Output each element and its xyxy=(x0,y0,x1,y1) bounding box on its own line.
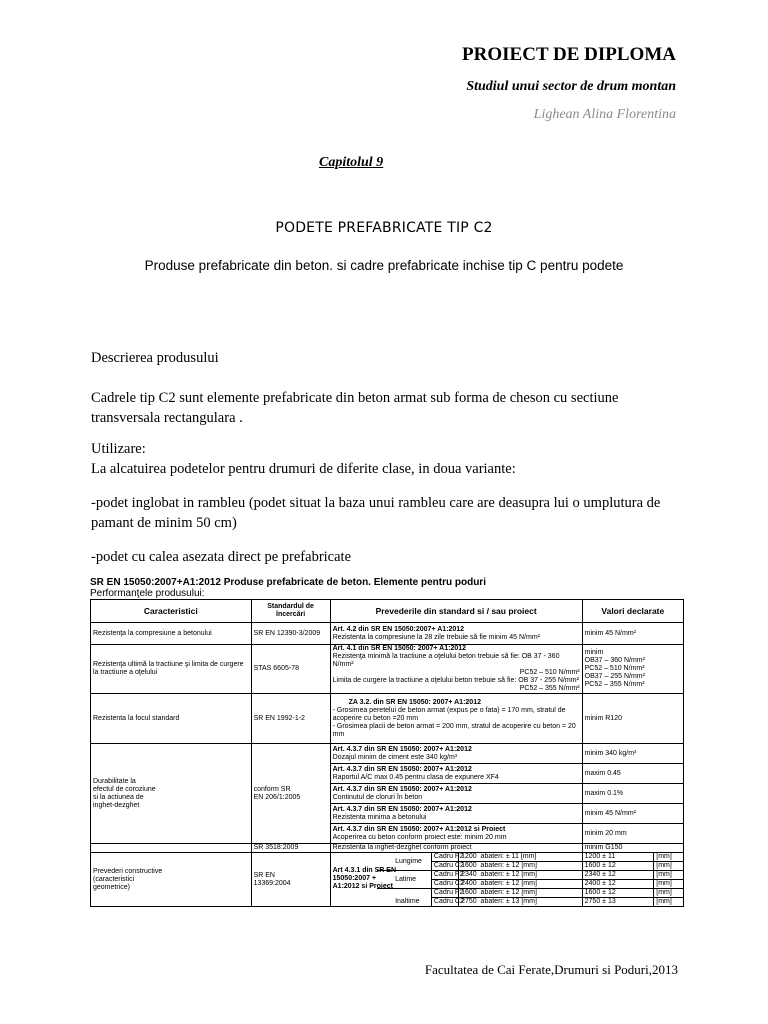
provision-article: ZA 3.2. din SR EN 15050: 2007+ A1:2012 xyxy=(348,698,481,706)
dimension-label: Lungime xyxy=(377,853,431,871)
header-test-standard: Standardul de încercări xyxy=(251,600,330,623)
value-text: OB37 – 360 N/mm² xyxy=(584,657,645,664)
usage-text: La alcatuirea podetelor pentru drumuri de diferite clase, in doua variante: xyxy=(91,461,516,477)
dimension-unit: [mm] xyxy=(654,853,684,862)
provision-text: PC52 – 510 N/mm² xyxy=(519,669,580,676)
row-value: maxim 0.45 xyxy=(582,764,683,784)
dimension-unit: [mm] xyxy=(654,898,684,907)
provision-text: Rezistenta la compresiune la 28 zile trebuie să fie minim 45 N/mm² xyxy=(332,633,540,641)
geometry-article: Art 4.3.1 din SR EN 15050:2007 + A1:2012 si Proiect xyxy=(330,853,377,907)
dimension-tolerance: 2400 abateri: ± 12 [mm] xyxy=(459,880,583,889)
frame-type: Cadru C2 xyxy=(431,880,458,889)
row-provision: Art. 4.3.7 din SR EN 15050: 2007+ A1:2012 Raportul A/C max 0.45 pentru clasa de expunere XF4 xyxy=(330,764,582,784)
row-standard: SR 3518:2009 xyxy=(251,844,330,853)
document-subtitle: Studiul unui sector de drum montan xyxy=(466,79,676,94)
dimension-unit: [mm] xyxy=(654,862,684,871)
variant-direct: -podet cu calea asezata direct pe prefabricate xyxy=(91,549,352,565)
row-value: minim 20 mm xyxy=(582,824,683,844)
table-row xyxy=(91,645,684,694)
header-declared-values: Valori declarate xyxy=(582,600,683,623)
dimension-tolerance: 1600 abateri: ± 12 [mm] xyxy=(459,862,583,871)
provision-text: PC52 – 355 N/mm² xyxy=(519,685,580,692)
dimension-unit: [mm] xyxy=(654,880,684,889)
row-characteristic: Prevederi constructive (caracteristici geometrice) xyxy=(91,853,252,907)
row-characteristic: Rezistenta la focul standard xyxy=(91,694,252,744)
table-row xyxy=(91,694,684,744)
table-row xyxy=(91,623,684,645)
usage-title: Utilizare: xyxy=(91,441,146,457)
declared-dimension: 1600 ± 12 xyxy=(582,889,654,898)
table-caption-secondary: Performanţele produsului: xyxy=(90,588,205,599)
dimension-label: Latime xyxy=(377,871,431,889)
row-standard: SR EN 1992-1-2 xyxy=(251,694,330,744)
row-characteristic: Durabilitate la efectul de coroziune si la actiunea de inghet-dezghet xyxy=(91,744,252,844)
row-value: minim R120 xyxy=(582,694,683,744)
table-header-row xyxy=(91,600,684,623)
row-provision: Art. 4.3.7 din SR EN 15050: 2007+ A1:2012 Dozajul minim de ciment este 340 kg/m³ xyxy=(330,744,582,764)
declared-dimension: 2340 ± 12 xyxy=(582,871,654,880)
provision-article: Art. 4.1 din SR EN 15050: 2007+ A1:2012 xyxy=(332,645,467,652)
value-text: minim xyxy=(584,649,604,656)
dimension-tolerance: 1200 abateri: ± 11 [mm] xyxy=(459,853,583,862)
row-characteristic xyxy=(91,844,252,853)
frame-type: Cadru P2 xyxy=(431,889,458,898)
description-title: Descrierea produsului xyxy=(91,350,219,366)
dimension-tolerance: 2750 abateri: ± 13 [mm] xyxy=(459,898,583,907)
section-subheading: Produse prefabricate din beton. si cadre prefabricate inchise tip C pentru podete xyxy=(144,258,624,273)
header-provisions: Prevederile din standard si / sau proiect xyxy=(330,600,582,623)
row-value: maxim 0.1% xyxy=(582,784,683,804)
provision-text: - Grosimea peretelui de beton armat (expus pe o fata) = 170 mm, stratul de acoperire cu beton =20 mm xyxy=(332,706,566,722)
value-text: OB37 – 255 N/mm² xyxy=(584,673,645,680)
row-value xyxy=(582,645,683,694)
row-value: minim 340 kg/m³ xyxy=(582,744,683,764)
declared-dimension: 2400 ± 12 xyxy=(582,880,654,889)
document-title: PROIECT DE DIPLOMA xyxy=(462,44,676,65)
frame-type: Cadru C2 xyxy=(431,862,458,871)
chapter-label: Capitolul 9 xyxy=(319,155,384,170)
section-heading: PODETE PREFABRICATE TIP C2 xyxy=(275,220,493,236)
dimension-tolerance: 2340 abateri: ± 12 [mm] xyxy=(459,871,583,880)
row-provision: Art. 4.3.7 din SR EN 15050: 2007+ A1:2012 si Proiect Acoperirea cu beton conform proiect este: minim 20 mm xyxy=(330,824,582,844)
header-characteristics: Caracteristici xyxy=(91,600,252,623)
frame-type: Cadru P2 xyxy=(431,853,458,862)
declared-dimension: 2750 ± 13 xyxy=(582,898,654,907)
dimension-unit: [mm] xyxy=(654,871,684,880)
row-characteristic: Rezistenţa la compresiune a betonului xyxy=(91,623,252,645)
dimension-unit: [mm] xyxy=(654,889,684,898)
geometry-row xyxy=(91,853,684,862)
row-provision xyxy=(330,694,582,744)
row-value: minim 45 N/mm² xyxy=(582,804,683,824)
frame-type: Cadru P2 xyxy=(431,871,458,880)
row-standard: SR EN 12390-3/2009 xyxy=(251,623,330,645)
row-provision: Art. 4.3.7 din SR EN 15050: 2007+ A1:2012 Continutul de cloruri în beton xyxy=(330,784,582,804)
provision-article: Art. 4.2 din SR EN 15050:2007+ A1:2012 xyxy=(332,625,465,633)
performance-table xyxy=(90,599,684,907)
dimension-tolerance: 1600 abateri: ± 12 [mm] xyxy=(459,889,583,898)
row-provision: Rezistenta la inghet-dezghet conform proiect xyxy=(330,844,582,853)
author-name: Lighean Alina Florentina xyxy=(533,107,676,122)
row-provision: Art. 4.3.7 din SR EN 15050: 2007+ A1:2012 Rezistenta minima a betonului xyxy=(330,804,582,824)
table-row xyxy=(91,744,684,764)
row-standard: conform SR EN 206/1:2005 xyxy=(251,744,330,844)
provision-text: - Grosimea placii de beton armat = 200 mm, stratul de acoperire cu beton = 20 mm xyxy=(332,722,576,738)
row-provision xyxy=(330,645,582,694)
provision-text: Limita de curgere la tractiune a oţelului beton trebuie să fie: OB 37 - 255 N/mm² xyxy=(332,677,579,684)
value-text: PC52 – 355 N/mm² xyxy=(584,681,645,688)
row-standard: STAS 6605-78 xyxy=(251,645,330,694)
row-value: minim G150 xyxy=(582,844,683,853)
row-provision xyxy=(330,623,582,645)
frame-type: Cadru C2 xyxy=(431,898,458,907)
value-text: PC52 – 510 N/mm² xyxy=(584,665,645,672)
table-caption: SR EN 15050:2007+A1:2012 Produse prefabricate de beton. Elemente pentru poduri xyxy=(90,577,486,588)
page-footer: Facultatea de Cai Ferate,Drumuri si Poduri,2013 xyxy=(424,962,678,977)
table-row xyxy=(91,844,684,853)
row-value: minim 45 N/mm² xyxy=(582,623,683,645)
provision-text: Rezistenţa minimă la tractiune a oţelului beton trebuie să fie: OB 37 - 360 N/mm² xyxy=(332,653,560,668)
performance-table-block xyxy=(90,577,684,907)
description-paragraph: Cadrele tip C2 sunt elemente prefabricate din beton armat sub forma de cheson cu sectiune transversala rectangulara . xyxy=(91,390,619,426)
row-standard: SR EN 13369:2004 xyxy=(251,853,330,907)
declared-dimension: 1600 ± 12 xyxy=(582,862,654,871)
row-characteristic: Rezistenţa ultimă la tractiune şi limita de curgere la tractiune a oţelului xyxy=(91,645,252,694)
variant-embedded: -podet inglobat in rambleu (podet situat la baza unui rambleu care are deasupra lui o umplutura de pamant de minim 50 cm) xyxy=(91,495,661,531)
dimension-label: Inaltime xyxy=(377,889,431,907)
declared-dimension: 1200 ± 11 xyxy=(582,853,654,862)
